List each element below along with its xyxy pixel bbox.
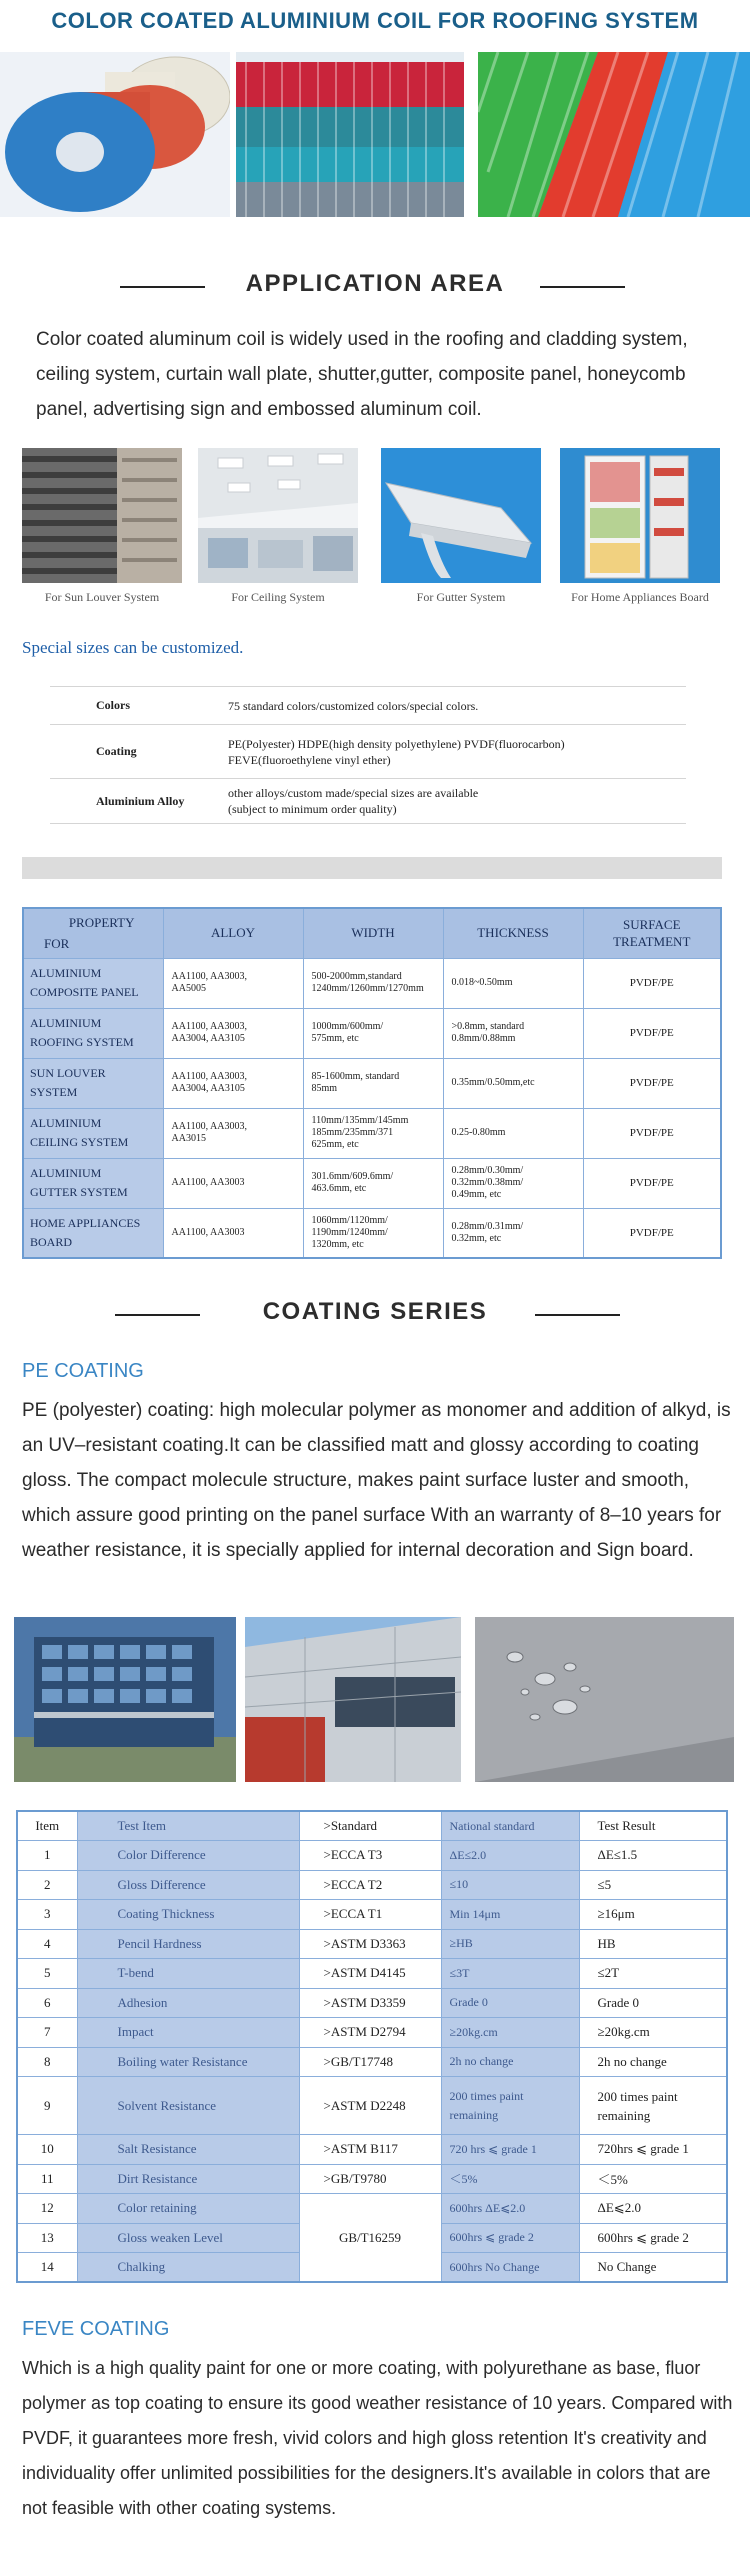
table-row (17, 1870, 727, 1900)
property-cell: SUN LOUVER SYSTEM (23, 1058, 163, 1108)
alloy-cell: AA1100, AA3003 (163, 1158, 303, 1208)
section-title: APPLICATION AREA (245, 270, 505, 297)
test-result-cell: HB (579, 1929, 727, 1959)
table-row (17, 1959, 727, 1989)
standard-cell: >GB/T9780 (299, 2164, 441, 2194)
coating-series-heading (0, 1298, 750, 1332)
grey-divider-bar (22, 857, 722, 879)
national-standard-cell: ≤3T (441, 1959, 579, 1989)
item-cell: 12 (17, 2194, 77, 2224)
width-cell: 1060mm/1120mm/ 1190mm/1240mm/ 1320mm, etc (303, 1208, 443, 1258)
spec-value: 75 standard colors/customized colors/special colors. (228, 698, 479, 713)
property-cell: ALUMINIUM COMPOSITE PANEL (23, 958, 163, 1008)
header-item: Item (17, 1811, 77, 1841)
national-standard-cell: ≥20kg.cm (441, 2018, 579, 2048)
national-standard-cell: ≥HB (441, 1929, 579, 1959)
item-cell: 11 (17, 2164, 77, 2194)
table-row (17, 1900, 727, 1930)
test-item-cell: Coating Thickness (77, 1900, 299, 1930)
test-item-cell: Dirt Resistance (77, 2164, 299, 2194)
width-cell: 301.6mm/609.6mm/ 463.6mm, etc (303, 1158, 443, 1208)
gutter-card (381, 448, 541, 605)
table-row (17, 1841, 727, 1871)
header-for: FOR (44, 935, 70, 951)
test-item-cell: Adhesion (77, 1988, 299, 2018)
width-cell: 85-1600mm, standard 85mm (303, 1058, 443, 1108)
surface-cell: PVDF/PE (583, 1058, 721, 1108)
thickness-cell: 0.28mm/0.31mm/ 0.32mm, etc (443, 1208, 583, 1258)
test-item-cell: Impact (77, 2018, 299, 2048)
coating-images (14, 1617, 734, 1782)
table-row (23, 1108, 721, 1158)
hero-images (0, 52, 750, 217)
test-result-cell: 720hrs ⩽ grade 1 (579, 2135, 727, 2165)
surface-cell: PVDF/PE (583, 1158, 721, 1208)
table-row (17, 2047, 727, 2077)
property-cell: HOME APPLIANCES BOARD (23, 1208, 163, 1258)
table-row (23, 1158, 721, 1208)
standard-cell: >ASTM D2794 (299, 2018, 441, 2048)
water-droplets-panel-photo (475, 1617, 734, 1782)
image-caption: For Home Appliances Board (571, 590, 709, 604)
item-cell: 7 (17, 2018, 77, 2048)
pe-coating-title: PE COATING (22, 1360, 144, 1382)
image-caption: For Sun Louver System (44, 590, 160, 604)
test-result-cell: ≥16μm (579, 1900, 727, 1930)
item-cell: 2 (17, 1870, 77, 1900)
table-row (17, 2164, 727, 2194)
test-item-cell: Salt Resistance (77, 2135, 299, 2165)
table-row (23, 958, 721, 1008)
item-cell: 10 (17, 2135, 77, 2165)
alloy-cell: AA1100, AA3003, AA3015 (163, 1108, 303, 1158)
test-result-cell: 2h no change (579, 2047, 727, 2077)
width-cell: 500-2000mm,standard 1240mm/1260mm/1270mm (303, 958, 443, 1008)
property-for-header (23, 908, 163, 958)
standard-cell: >ASTM D3363 (299, 1929, 441, 1959)
page-title: COLOR COATED ALUMINIUM COIL FOR ROOFING SYSTEM (51, 8, 699, 33)
test-result-cell: ΔE⩽2.0 (579, 2194, 727, 2224)
item-cell: 4 (17, 1929, 77, 1959)
standard-cell: >GB/T17748 (299, 2047, 441, 2077)
standard-cell: >ECCA T3 (299, 1841, 441, 1871)
table-row (23, 1208, 721, 1258)
test-item-cell: Pencil Hardness (77, 1929, 299, 1959)
header-width: WIDTH (303, 908, 443, 958)
national-standard-cell: 600hrs ΔE⩽2.0 (441, 2194, 579, 2224)
ceiling-card (198, 448, 358, 605)
header-alloy: ALLOY (163, 908, 303, 958)
surface-cell: PVDF/PE (583, 1108, 721, 1158)
test-result-cell: Grade 0 (579, 1988, 727, 2018)
standard-cell: >ASTM D3359 (299, 1988, 441, 2018)
table-row (17, 2135, 727, 2165)
item-cell: 1 (17, 1841, 77, 1871)
thickness-cell: 0.35mm/0.50mm,etc (443, 1058, 583, 1108)
alloy-cell: AA1100, AA3003, AA5005 (163, 958, 303, 1008)
property-cell: ALUMINIUM CEILING SYSTEM (23, 1108, 163, 1158)
property-cell: ALUMINIUM GUTTER SYSTEM (23, 1158, 163, 1208)
coil-rolls-photo (0, 52, 230, 217)
national-standard-cell: 200 times paint remaining (441, 2077, 579, 2135)
application-area-heading (0, 270, 750, 304)
divider (535, 1314, 620, 1316)
alloy-cell: AA1100, AA3003 (163, 1208, 303, 1258)
item-cell: 13 (17, 2223, 77, 2253)
item-cell: 14 (17, 2253, 77, 2283)
national-standard-cell: 720 hrs ⩽ grade 1 (441, 2135, 579, 2165)
header-test-item: Test Item (77, 1811, 299, 1841)
test-item-cell: Color retaining (77, 2194, 299, 2224)
image-caption: For Gutter System (416, 590, 506, 604)
standard-cell: >ASTM B117 (299, 2135, 441, 2165)
test-item-cell: T-bend (77, 1959, 299, 1989)
table-row (17, 1929, 727, 1959)
alloy-table (22, 907, 722, 1259)
header-standard: >Standard (299, 1811, 441, 1841)
pe-coating-text: PE (polyester) coating: high molecular polymer as monomer and addition of alkyd, is an UV–resistant coating.It can be classified matt and glossy according to coating gloss. The compact molecule structure, makes paint surface luster and smooth, which assure good printing on the panel surface With an warranty of 8–10 years for weather resistance, it is specially applied for internal decoration and Sign board. (22, 1400, 731, 1561)
colored-roof-panels-photo (478, 52, 750, 217)
standard-cell: >ASTM D2248 (299, 2077, 441, 2135)
alloy-cell: AA1100, AA3003, AA3004, AA3105 (163, 1058, 303, 1108)
national-standard-cell: Min 14μm (441, 1900, 579, 1930)
test-result-cell: 200 times paint remaining (579, 2077, 727, 2135)
standard-cell: >ASTM D4145 (299, 1959, 441, 1989)
thickness-cell: 0.28mm/0.30mm/ 0.32mm/0.38mm/ 0.49mm, etc (443, 1158, 583, 1208)
table-row (17, 1988, 727, 2018)
table-row (17, 2194, 727, 2224)
coating-test-table (16, 1810, 728, 2283)
test-result-cell: ΔE≤1.5 (579, 1841, 727, 1871)
national-standard-cell: Grade 0 (441, 1988, 579, 2018)
thickness-cell: 0.018~0.50mm (443, 958, 583, 1008)
thickness-cell: >0.8mm, standard 0.8mm/0.88mm (443, 1008, 583, 1058)
surface-cell: PVDF/PE (583, 1008, 721, 1058)
test-item-cell: Gloss Difference (77, 1870, 299, 1900)
divider (540, 286, 625, 288)
table-row (23, 1008, 721, 1058)
width-cell: 110mm/135mm/145mm 185mm/235mm/371 625mm, etc (303, 1108, 443, 1158)
test-item-cell: Gloss weaken Level (77, 2223, 299, 2253)
ceiling-photo (198, 448, 358, 583)
header-surface: SURFACE TREATMENT (583, 908, 721, 958)
surface-cell: PVDF/PE (583, 958, 721, 1008)
spec-key: Aluminium Alloy (96, 793, 185, 808)
image-caption: For Ceiling System (231, 590, 325, 604)
header-thickness: THICKNESS (443, 908, 583, 958)
spec-row-colors (50, 686, 686, 724)
standard-cell: GB/T16259 (299, 2194, 441, 2283)
application-text: Color coated aluminum coil is widely used in the roofing and cladding system, ceiling system, curtain wall plate, shutter,gutter, composite panel, honeycomb panel, advertising sign and embossed aluminum coil. (36, 329, 688, 420)
item-cell: 9 (17, 2077, 77, 2135)
property-cell: ALUMINIUM ROOFING SYSTEM (23, 1008, 163, 1058)
test-item-cell: Solvent Resistance (77, 2077, 299, 2135)
header-property: PROPERTY (68, 915, 135, 930)
test-item-cell: Color Difference (77, 1841, 299, 1871)
standard-cell: >ECCA T1 (299, 1900, 441, 1930)
sun-louver-photo (22, 448, 182, 583)
item-cell: 5 (17, 1959, 77, 1989)
sun-louver-card (22, 448, 182, 605)
width-cell: 1000mm/600mm/ 575mm, etc (303, 1008, 443, 1058)
table-header-row (17, 1811, 727, 1841)
table-row (17, 2018, 727, 2048)
section-title: COATING SERIES (262, 1298, 488, 1325)
corrugated-roof-sheets-photo (236, 52, 464, 217)
test-result-cell: No Change (579, 2253, 727, 2283)
item-cell: 6 (17, 1988, 77, 2018)
test-item-cell: Chalking (77, 2253, 299, 2283)
item-cell: 3 (17, 1900, 77, 1930)
home-appliances-card (560, 448, 720, 605)
spec-value: other alloys/custom made/special sizes are available (subject to minimum order quality) (228, 786, 479, 816)
item-cell: 8 (17, 2047, 77, 2077)
test-result-cell: ≤2T (579, 1959, 727, 1989)
test-result-cell: ≥20kg.cm (579, 2018, 727, 2048)
home-appliances-photo (560, 448, 720, 583)
office-building-photo (14, 1617, 236, 1782)
feve-coating-title: FEVE COATING (22, 2318, 170, 2340)
header-test-result: Test Result (579, 1811, 727, 1841)
national-standard-cell: 600hrs No Change (441, 2253, 579, 2283)
test-result-cell: ≤5 (579, 1870, 727, 1900)
national-standard-cell: 2h no change (441, 2047, 579, 2077)
test-result-cell: ＜5% (579, 2164, 727, 2194)
test-item-cell: Boiling water Resistance (77, 2047, 299, 2077)
national-standard-cell: ΔE≤2.0 (441, 1841, 579, 1871)
national-standard-cell: ≤10 (441, 1870, 579, 1900)
table-header-row (23, 908, 721, 958)
national-standard-cell: ＜5% (441, 2164, 579, 2194)
national-standard-cell: 600hrs ⩽ grade 2 (441, 2223, 579, 2253)
custom-sizes-note: Special sizes can be customized. (22, 638, 244, 657)
facade-panels-photo (245, 1617, 461, 1782)
header-national-standard: National standard (441, 1811, 579, 1841)
gutter-photo (381, 448, 541, 583)
spec-key: Colors (96, 698, 130, 712)
spec-value: PE(Polyester) HDPE(high density polyethylene) PVDF(fluorocarbon) FEVE(fluoroethylene vinyl ether) (228, 736, 565, 767)
feve-coating-text: Which is a high quality paint for one or more coating, with polyurethane as base, fluor polymer as top coating to ensure its good weather resistance of 10 years. Compared with PVDF, it guarantees more fresh, vivid colors and high gloss retention It's creativity and individuality offer unlimited possibilities for the designers.It's available in colors that are not feasible with other coating systems. (22, 2358, 733, 2518)
standard-cell: >ECCA T2 (299, 1870, 441, 1900)
application-images (0, 448, 750, 618)
thickness-cell: 0.25-0.80mm (443, 1108, 583, 1158)
spec-row-coating (50, 724, 686, 778)
table-row (17, 2077, 727, 2135)
spec-key: Coating (96, 744, 137, 758)
spec-row-alloy (50, 778, 686, 824)
surface-cell: PVDF/PE (583, 1208, 721, 1258)
test-result-cell: 600hrs ⩽ grade 2 (579, 2223, 727, 2253)
table-row (23, 1058, 721, 1108)
spec-list (50, 686, 686, 824)
alloy-cell: AA1100, AA3003, AA3004, AA3105 (163, 1008, 303, 1058)
